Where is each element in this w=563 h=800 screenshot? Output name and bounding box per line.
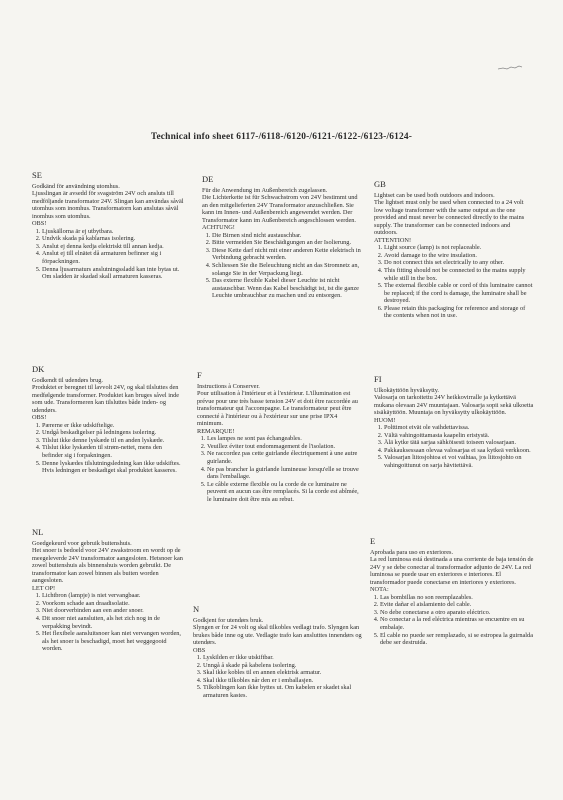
list-item: 2. Vältä vahingoittamasta kaapelin eristystä.	[384, 432, 534, 440]
warning-list	[202, 232, 362, 300]
section-body: La red luminosa está destinada a una corriente de baja tensión de 24V y se debe conectar al transformador adjunto de 24V. La red luminosa se puede usar en exteriores e interiores. El transformador puede conectarse en interiores y exteriores.	[370, 556, 534, 586]
section-e	[370, 538, 534, 647]
list-item: 1. Polttimot eivät ole vaihdettavissa.	[384, 424, 534, 432]
list-item: 3. Älä kytke tätä sarjaa sähköisesti toiseen valosarjaan.	[384, 439, 534, 447]
section-gb	[374, 181, 534, 320]
list-item: 4. Pakkauksessaan olevaa valosarjaa ei saa kytkeä verkkoon.	[384, 447, 534, 455]
section-body: Pour utilisation à l'intérieur et à l'extérieur. L'illumination est prévue pour une très basse tension 24V et doit être raccordée au transformateur qui l'accompagne. Le transformateur peut être connecté à l'intérieur ou à l'extérieur sur une prise IPX4 minimum.	[197, 390, 358, 428]
warning-heading: ACHTUNG!	[202, 224, 235, 232]
list-item: 5. Het flexibele aansluitsnoer kan niet vervangen worden, als het snoer is beschadigd, moet het weggegooid worden.	[42, 630, 184, 653]
section-code: SE	[32, 170, 42, 180]
handwritten-mark	[497, 62, 523, 72]
list-item: 5. El cable no puede ser remplazado, si se estropea la guirnalda debe ser destruida.	[380, 632, 534, 647]
section-code: E	[370, 536, 376, 546]
list-item: 3. Tilslut ikke denne lyskæde til en anden lyskæde.	[42, 437, 184, 445]
warning-heading: ATTENTION!	[374, 236, 412, 244]
section-intro: Goedgekeurd voor gebruik buitenshuis.	[32, 539, 132, 547]
list-item: 5. Tilkoblingen kan ikke byttes ut. Om kabelen er skadet skal armaturen kastes.	[203, 684, 363, 699]
list-item: 5. The external flexible cable or cord of this luminaire cannot be replaced; if the cord is damage, the luminaire shall be destroyed.	[384, 282, 534, 305]
section-body: Valosarja on tarkoitettu 24V heikkovirralle ja kytkettävä mukana olevaan 24V muuntajaan. Valosarja sopii sekä ulkoetta sisäkäyttöön. Muuntaja on hyväksytty ulkokäyttöön.	[374, 394, 534, 417]
list-item: 2. Undgå beskadigelser på ledningens isolering.	[42, 429, 184, 437]
section-de	[202, 176, 362, 300]
section-body: Het snoer is bedoeld voor 24V zwakstroom en wordt op de meegeleverde 24V transformator aangesloten. Hetsnoer kan zowel buitenshuis als binnenshuis worden gebruikt. De transformator kan zowel binnen als buiten worden aangesloten.	[32, 547, 183, 585]
list-item: 4. Tilslut ikke lyskæden til strøm-nettet, mens den befinder sig i forpakningen.	[42, 444, 184, 459]
list-item: 1. Die Birnen sind nicht austauschbar.	[212, 232, 362, 240]
section-nl	[32, 529, 184, 653]
list-item: 2. Undvik skada på kablarnas isolering.	[42, 235, 184, 243]
warning-list	[32, 592, 184, 652]
list-item: 4. Anslut ej till elnätet då armaturen befinner sig i förpackningen.	[42, 250, 184, 265]
list-item: 3. No debe conectarse a otro aparato eléctrico.	[380, 609, 534, 617]
section-code: F	[197, 370, 202, 380]
section-intro: Ulkokäyttöön hyväksytty.	[374, 386, 440, 394]
section-n	[193, 606, 363, 700]
warning-list	[374, 424, 534, 469]
section-code: N	[193, 604, 200, 614]
list-item: 2. Avoid damage to the wire insulation.	[384, 252, 534, 260]
list-item: 1. Ljuskällorna är ej utbytbara.	[42, 228, 184, 236]
list-item: 4. Ne pas brancher la guirlande lumineuse lorsqu'elle se trouve dans l'emballage.	[207, 466, 362, 481]
list-item: 5. Denne lyskædes tilslutningsledning kan ikke udskiftes. Hvis ledningen er beskadiget skal produktet kasseres.	[42, 460, 184, 475]
section-body: The lightset must only be used when connected to a 24 volt low voltage transformer with the same output as the one provided and must never be connected directly to the mains supply. The transformer can be connected indoors and outdoors.	[374, 199, 525, 237]
section-intro: Godkjent for utendørs bruk.	[193, 616, 264, 624]
warning-list	[197, 435, 362, 503]
list-item: 3. Ne raccordez pas cette guirlande électriquement à une autre guirlande.	[207, 450, 362, 465]
warning-heading: OBS!	[32, 220, 47, 228]
warning-heading: REMARQUE!	[197, 427, 235, 435]
section-intro: Godkendt til udendørs brug.	[32, 376, 104, 384]
list-item: 3. Skal ikke kobles til en annen elektrisk armatur.	[203, 669, 363, 677]
section-se	[32, 172, 184, 281]
list-item: 4. Dit snoer niet aansluiten, als het zich nog in de verpakking bevindt.	[42, 615, 184, 630]
section-body: Produktet er beregnet til lavvolt 24V, og skal tilsluttes den medfølgende transformer. Produktet kan bruges såvel inde som ude. Transformeren kan tilsluttes både inden- og udendørs.	[32, 384, 180, 414]
list-item: 1. Lyskilden er ikke utskiftbar.	[203, 654, 363, 662]
section-code: NL	[32, 527, 44, 537]
list-item: 4. This fitting should not be connected to the mains supply while still in the box.	[384, 267, 534, 282]
section-f	[197, 372, 362, 503]
list-item: 5. Das externe flexible Kabel dieser Leuchte ist nicht austauschbar. Wenn das Kabel beschädigt ist, ist die ganze Leuchte umbrauchbar zu machen und zu entsorgen.	[212, 277, 362, 300]
list-item: 5. Le câble externe flexible ou la corde de ce luminaire ne peuvent en aucun cas être remplacés. Si la corde est abîmée, le luminaire doit être mis au rebut.	[207, 481, 362, 504]
warning-heading: LET OP!	[32, 584, 56, 592]
section-intro: Lightset can be used both outdoors and indoors.	[374, 191, 495, 199]
section-intro: Godkänd för användning utomhus.	[32, 182, 120, 190]
warning-list	[374, 244, 534, 319]
list-item: 1. Pærerne er ikke udskiftelige.	[42, 422, 184, 430]
warning-heading: NOTA:	[370, 586, 389, 594]
list-item: 5. Valosarjan liitosjohtoa ei voi vaihtaa, jos liitosjohto on vahingoittunut on sarja hävitettävä.	[384, 454, 534, 469]
section-code: GB	[374, 179, 386, 189]
warning-list	[193, 654, 363, 699]
warning-heading: HUOM!	[374, 416, 396, 424]
list-item: 3. Niet doorverbinden aan een ander snoer.	[42, 607, 184, 615]
list-item: 3. Diese Kette darf nicht mit einer anderen Kette elektrisch in Verbindung gebracht werden.	[212, 247, 362, 262]
list-item: 2. Veuillez éviter tout endommagement de l'isolation.	[207, 443, 362, 451]
page-title: Technical info sheet 6117-/6118-/6120-/6121-/6122-/6123-/6124-	[150, 132, 413, 142]
list-item: 2. Bitte vermeiden Sie Beschädigungen an der Isolierung.	[212, 239, 362, 247]
section-dk	[32, 366, 184, 475]
list-item: 3. Do not connect this set electrically to any other.	[384, 259, 534, 267]
warning-heading: OBS!	[32, 414, 47, 422]
list-item: 1. Les lampes ne sont pas échangeables.	[207, 435, 362, 443]
warning-list	[370, 594, 534, 647]
section-intro: Instructions à Conserver.	[197, 382, 260, 390]
section-fi	[374, 376, 534, 470]
warning-heading: OBS	[193, 646, 206, 654]
list-item: 5. Denna ljusarmaturs anslutningssladd kan inte bytas ut. Om sladden är skadad skall armaturen kasseras.	[42, 266, 184, 281]
warning-list	[32, 228, 184, 281]
section-code: DE	[202, 174, 214, 184]
list-item: 2. Voorkom schade aan draadisolatie.	[42, 600, 184, 608]
list-item: 3. Anslut ej denna kedja elektriskt till annan kedja.	[42, 243, 184, 251]
section-intro: Für die Anwendung im Außenbereich zugelassen.	[202, 186, 328, 194]
list-item: 4. Skal ikke tilkobles når den er i emballasjen.	[203, 677, 363, 685]
section-code: DK	[32, 364, 45, 374]
list-item: 4. Schliessen Sie die Beleuchtung nicht an das Stromnetz an, solange Sie in der Verpackung liegt.	[212, 262, 362, 277]
list-item: 6. Please retain this packaging for reference and storage of the contents when not in use.	[384, 305, 534, 320]
section-intro: Aprobada para uso en exteriores.	[370, 548, 454, 556]
list-item: 2. Unngå å skade på kabelens isolering.	[203, 662, 363, 670]
warning-list	[32, 422, 184, 475]
section-code: FI	[374, 374, 382, 384]
list-item: 2. Evite dañar el aislamiento del cable.	[380, 601, 534, 609]
section-body: Ljusslingan är avsedd för svagström 24V och ansluts till medföljande transformator 24V. Slingan kan användas såväl utomhus som inomhus. Transformatorn kan anslutas såväl inomhus som utomhus.	[32, 190, 184, 220]
list-item: 1. Light source (lamp) is not replaceable.	[384, 244, 534, 252]
section-body: Die Lichterkette ist für Schwachstrom von 24V bestimmt und an den mitgelieferten 24V Transformator anzuschließen. Sie kann im Innen- und Außenbereich angewendet werden. Der Transformator kann im Außenbereich angeschlossen werden.	[202, 194, 358, 224]
list-item: 1. Las bombillas no son reemplazables.	[380, 594, 534, 602]
section-body: Slyngen er for 24 volt og skal tilkobles vedlagt trafo. Slyngen kan brukes både inne og ute. Vedlagte trafo kan anslutttes innendørs og utendørs.	[193, 624, 362, 647]
list-item: 1. Lichtbron (lampje) is niet vervangbaar.	[42, 592, 184, 600]
list-item: 4. No conectar a la red eléctrica mientras se encuentre en su embalaje.	[380, 616, 534, 631]
